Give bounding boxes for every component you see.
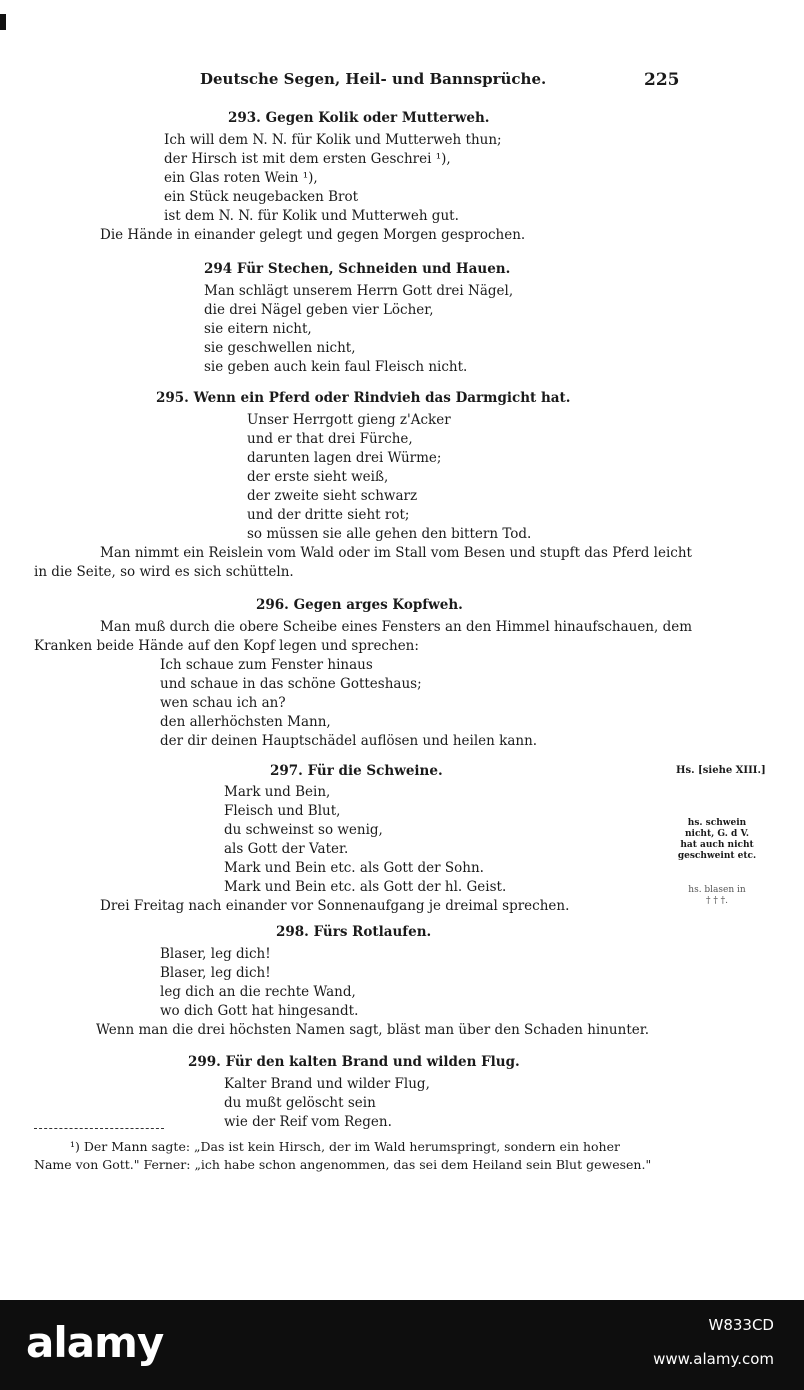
text-line: Blaser, leg dich! (160, 946, 271, 962)
footnote-line: Name von Gott." Ferner: „ich habe schon angenommen, das sei dem Heiland sein Blut gewesen." (34, 1157, 652, 1172)
text-line: Man muß durch die obere Scheibe eines Fensters an den Himmel hinaufschauen, dem (100, 619, 693, 635)
margin-note-line: Hs. [siehe XIII.] (676, 765, 766, 776)
text-line: Mark und Bein, (224, 784, 331, 800)
section-heading: 298. Fürs Rotlaufen. (276, 924, 432, 940)
text-line: Ich will dem N. N. für Kolik und Mutterweh thun; (164, 132, 502, 148)
text-line: Man schlägt unserem Herrn Gott drei Nägel, (204, 283, 514, 299)
corner-mark (0, 14, 6, 30)
image-id: W833CD (708, 1316, 774, 1334)
text-line: darunten lagen drei Würme; (247, 450, 442, 466)
page-number: 225 (644, 70, 680, 90)
text-line: den allerhöchsten Mann, (160, 714, 331, 730)
text-line: Die Hände in einander gelegt und gegen Morgen gesprochen. (100, 227, 526, 243)
footnote-line: ¹) Der Mann sagte: „Das ist kein Hirsch, der im Wald herumspringt, sondern ein hoher (70, 1139, 620, 1154)
margin-note-line: † † †. (705, 896, 729, 906)
section-heading: 299. Für den kalten Brand und wilden Flug. (188, 1054, 520, 1070)
text-line: Kranken beide Hände auf den Kopf legen und sprechen: (34, 638, 419, 654)
text-line: Drei Freitag nach einander vor Sonnenaufgang je dreimal sprechen. (100, 898, 570, 914)
text-line: der zweite sieht schwarz (247, 488, 418, 504)
text-line: du schweinst so wenig, (224, 822, 383, 838)
text-line: Unser Herrgott gieng z'Acker (247, 412, 451, 428)
text-line: Man nimmt ein Reislein vom Wald oder im Stall vom Besen und stupft das Pferd leicht (100, 545, 692, 561)
text-line: Kalter Brand und wilder Flug, (224, 1076, 430, 1092)
footnote-rule (34, 1128, 164, 1129)
text-line: und schaue in das schöne Gotteshaus; (160, 676, 422, 692)
text-line: ein Stück neugebacken Brot (164, 189, 359, 205)
text-line: als Gott der Vater. (224, 841, 349, 857)
margin-note (676, 765, 766, 776)
text-line: sie eitern nicht, (204, 321, 312, 337)
text-line: sie geschwellen nicht, (204, 340, 356, 356)
text-line: und der dritte sieht rot; (247, 507, 410, 523)
text-line: ein Glas roten Wein ¹), (164, 170, 318, 186)
text-line: wie der Reif vom Regen. (224, 1114, 392, 1130)
text-line: leg dich an die rechte Wand, (160, 984, 356, 1000)
text-line: Ich schaue zum Fenster hinaus (160, 657, 373, 673)
text-line: der dir deinen Hauptschädel auflösen und heilen kann. (160, 733, 538, 749)
text-line: in die Seite, so wird es sich schütteln. (34, 564, 294, 580)
image-url: www.alamy.com (653, 1350, 774, 1368)
section-heading: 294 Für Stechen, Schneiden und Hauen. (204, 261, 511, 277)
text-line: sie geben auch kein faul Fleisch nicht. (204, 359, 468, 375)
section-heading: 296. Gegen arges Kopfweh. (256, 597, 463, 613)
text-line: ist dem N. N. für Kolik und Mutterweh gut. (164, 208, 459, 224)
text-line: du mußt gelöscht sein (224, 1095, 376, 1111)
text-line: der Hirsch ist mit dem ersten Geschrei ¹), (164, 151, 451, 167)
text-line: Blaser, leg dich! (160, 965, 271, 981)
margin-note-line: geschweint etc. (677, 851, 757, 861)
text-line: Wenn man die drei höchsten Namen sagt, bläst man über den Schaden hinunter. (96, 1022, 649, 1038)
text-line: der erste sieht weiß, (247, 469, 389, 485)
text-line: Fleisch und Blut, (224, 803, 341, 819)
brand-logo: alamy (26, 1318, 164, 1367)
margin-note-line: hs. schwein (687, 818, 747, 828)
section-heading: 293. Gegen Kolik oder Mutterweh. (228, 110, 490, 126)
margin-note (672, 885, 762, 907)
text-line: Mark und Bein etc. als Gott der hl. Geist. (224, 879, 507, 895)
text-line: wen schau ich an? (160, 695, 286, 711)
margin-note-line: hs. blasen in (688, 885, 746, 895)
running-header-title: Deutsche Segen, Heil- und Bannsprüche. (200, 70, 547, 88)
text-line: wo dich Gott hat hingesandt. (160, 1003, 359, 1019)
text-line: Mark und Bein etc. als Gott der Sohn. (224, 860, 484, 876)
margin-note-line: nicht, G. d V. (684, 829, 749, 839)
margin-note-line: hat auch nicht (680, 840, 754, 850)
section-heading: 297. Für die Schweine. (270, 763, 443, 779)
text-line: die drei Nägel geben vier Löcher, (204, 302, 434, 318)
text-line: so müssen sie alle gehen den bittern Tod. (247, 526, 532, 542)
section-heading: 295. Wenn ein Pferd oder Rindvieh das Darmgicht hat. (156, 390, 571, 406)
text-line: und er that drei Fürche, (247, 431, 413, 447)
margin-note (672, 818, 762, 862)
